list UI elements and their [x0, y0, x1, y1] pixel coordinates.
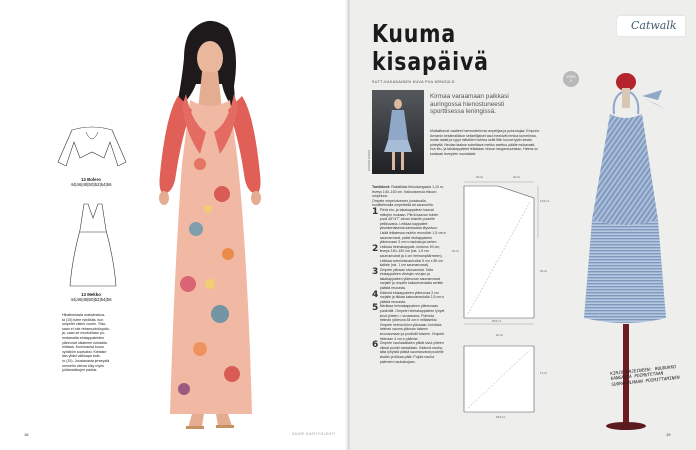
body-line: mutamalla etukappaleiden	[62, 335, 104, 340]
page-number-left: 18	[24, 432, 29, 437]
page-gutter	[345, 0, 351, 450]
step-text: Käännä etukappaleen yläreunaa 3 cm nurjalle ja tikkaa kaksoisneulalla 2,5 cm:n päästä reunasta.	[379, 290, 444, 304]
body-line: ta (15) tulee ryhdikäs, kun	[62, 317, 104, 322]
measure-low-side: 17 cm	[540, 372, 548, 375]
dress-sketch	[66, 200, 120, 290]
pattern-badge-label: VOKE 9	[566, 75, 576, 83]
measure-top-a: 32 cm	[476, 176, 484, 179]
instruction-step	[372, 245, 446, 268]
measure-top-b: 32 cm	[513, 176, 521, 179]
instruction-step	[372, 208, 446, 245]
instruction-step	[372, 341, 446, 364]
right-page	[348, 0, 696, 450]
pattern-diagram-lower	[458, 340, 542, 420]
body-line: juhlamekkojen pariksi.	[62, 368, 98, 373]
page-title	[372, 20, 489, 76]
step-text: Leikkaa helmakappale, korkeus 50 cm, leveys 140–150 cm (sis. 1,5 cm saumanvarat ja 4 cm helmanpäärmeen). Leikkaa solmimisnauhoiksi 5 cm x 80 cm kaitale (sis. 1 cm saumanvarat).	[379, 244, 443, 268]
step-number: 2	[372, 243, 379, 254]
body-line: Hihattomasta maksimekos-	[62, 313, 106, 317]
instructions-title: Tarvikkeet:	[372, 185, 391, 189]
instruction-step	[372, 268, 446, 291]
measure-side-left: 40 cm	[452, 250, 460, 253]
step-number: 6	[372, 340, 379, 351]
step-text: Merkkaa helmakappaleen yläreunaan puolivälit. Ompele helmakappaleen lyhyet sivut yhteen = sivusauma. Poimuta helman yläreuna 84 cm:n mittaiseksi. Ompele helma kiinni yläosaan, kohdista helman sauma yläosan toiseen sivusaumaan ja puoliväli toiseen. Ompele helmaan 4 cm:n päärme.	[379, 304, 445, 341]
body-line: ja, vaan se muotoillaan po-	[62, 331, 105, 336]
body-line: saan ei tule rintamuotoilupalo-	[62, 326, 110, 331]
body-line: vyötärön sopivaksi. Kietaise	[62, 349, 107, 354]
vertical-credit: EMPORIO ARMANI	[368, 150, 371, 172]
instruction-step	[372, 291, 446, 305]
section-tab	[617, 16, 685, 36]
model-photo	[130, 14, 290, 439]
dress-caption-sizes: 44|46|48|50|52|54|56	[70, 297, 112, 303]
body-line: mittaan. Kuminauha kuroo	[62, 345, 104, 350]
title-line-1: Kuuma	[372, 19, 457, 48]
dress-caption-num: 13 Mekko	[81, 292, 101, 297]
page-number-right: 19	[666, 432, 671, 437]
measure-side-b: 30 cm	[540, 270, 548, 273]
instructions-intro: Raidallista trikookangasta 1,10 m, leveys 140–150 cm. Kaksoisneula trikoon ompeluun. Ompele ompelukoneen joustavalla, huolittelevalla ompeleella tai saumurilla.	[372, 185, 444, 208]
left-body-text	[62, 313, 122, 373]
footer-left: SUURI KÄSITYÖLEHTI	[292, 432, 336, 436]
bolero-caption-num: 13 Bolero	[80, 177, 101, 182]
measure-low-top: 16 cm	[496, 334, 504, 337]
body-line: ro (15). Joustavasta jerseystä	[62, 358, 110, 363]
step-number: 1	[372, 206, 379, 217]
step-text: Ompele nauhakaitalen pitkät sivut yhteen oikeat puolet vastakkain. Käännä nauha, taita lyhyistä päistä saumanvarat puolelle sisään ja tikkaa päät. Pujota nauha päärmen nauhakujaan.	[379, 341, 444, 364]
body-line: ilan ylläsi vaikkapa bole-	[62, 354, 101, 359]
title-line-2: kisapäivä	[372, 47, 489, 76]
photo-credit: SUTT-KAKAKAINEN KUVA PIIA ARNOULD	[372, 80, 455, 84]
measure-bottom-1: 25,5 cm	[492, 320, 502, 323]
handwritten-note: KIRJO OHJEINEEN: RUUDUKKO KANGASTA POIMUTETAAN SUORAKULMAAN POIMITTAMINEN	[610, 365, 681, 388]
intro-body: Mutkattomat vaatteet hemmottelevat ompelijaa ja pukeutujaa. Emporio Armanin kesämalliston sekkeilijaiset asut henkivät rentoa tunnelmaa, mutta raidat ja rypyt mittaillen hohtoa sellä fiilin luovat tyylin kesän pirteyttä. Neulan taakse solmittava mekko asettuu pääile mukavasti, kun etu- ja takakappaleet leikataan vinoon langansuuntaan. Helma on kankaan leveyden suoralaide.	[430, 129, 540, 156]
bolero-sketch	[52, 122, 132, 174]
step-text: Piirrä etu- ja takakappaleen kaavat mittojen mukaan. Piirrä kaavan toinen puoli 45°/47°-viivan toiselle puolelle peilikuvana. Leikkaa kappaleet yksinkertaisesta kankaasta täyssivun. Lisää leikatessa muihin reunoihin 1,5 cm:n saumanvarat, paitsi etukappaleen yläreunaan 3 cm:n nauhakuja varten.	[379, 207, 446, 245]
bolero-caption-sizes: 44|46|48|50|52|54|56	[70, 182, 112, 188]
lead-text: Kirmaa varaamaan paikkasi auringossa hienostuneesti sporttisessa leningissä.	[430, 93, 509, 116]
step-number: 4	[372, 289, 379, 300]
body-line: yläreunat olkaimen kohdalta	[62, 340, 107, 345]
dress-caption	[60, 292, 122, 302]
bolero-caption	[60, 177, 122, 187]
section-tab-label: Catwalk	[631, 19, 677, 32]
instruction-step	[372, 304, 446, 341]
measure-bottom-2: 25,5 cm	[496, 416, 506, 419]
step-text: Ompele yläosan sivusaumat. Taita etukappaleen viistojen sivujen ja takakappaleen yläreunan saumanvarat nurjalle ja ompele kaksoisneulalla senttin päästä reunasta.	[379, 267, 444, 291]
instructions	[372, 185, 446, 364]
measure-side-a: 14,5 cm	[540, 200, 550, 203]
step-number: 5	[372, 303, 379, 314]
body-line: ommeltu vienos kiky myös	[62, 363, 104, 368]
runway-photo	[372, 90, 424, 174]
step-number: 3	[372, 266, 379, 277]
body-line: ompelet olkien vuorin. Yläo-	[62, 322, 107, 327]
pattern-diagram-upper	[458, 178, 542, 328]
